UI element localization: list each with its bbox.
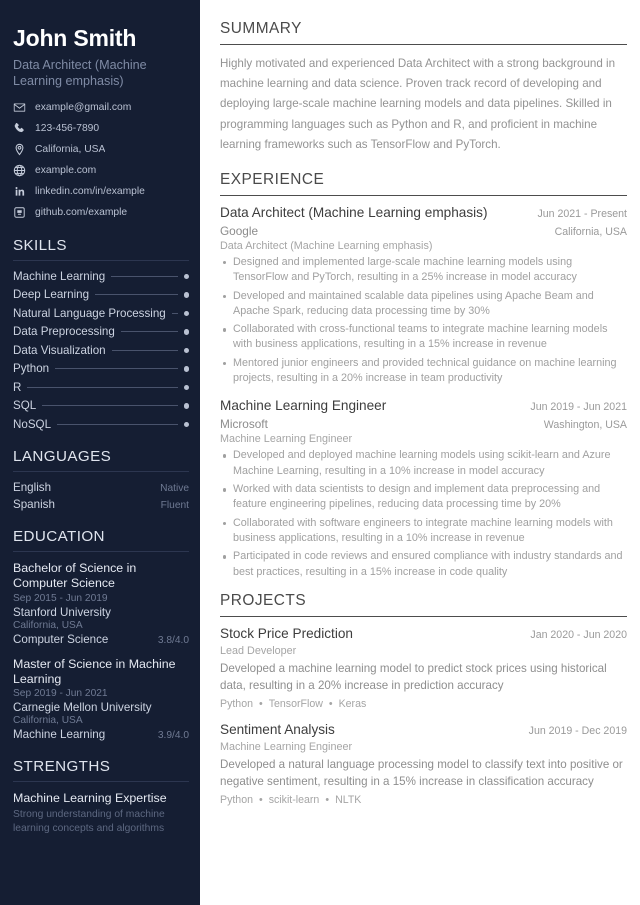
summary-divider: [220, 44, 627, 45]
education-major: Machine Learning: [13, 728, 106, 742]
envelope-icon: [13, 101, 26, 114]
contact-item-phone[interactable]: [13, 122, 189, 136]
languages-divider: [13, 471, 189, 472]
education-school: Stanford University: [13, 605, 111, 619]
sidebar-section-languages: [13, 448, 189, 511]
section-projects: [220, 592, 627, 806]
project-tech-tag: scikit-learn: [268, 793, 320, 806]
experience-title: Machine Learning Engineer: [220, 398, 387, 414]
experience-date: Jun 2021 - Present: [537, 207, 627, 220]
location-pin-icon: [13, 143, 26, 156]
candidate-name: John Smith: [13, 25, 137, 51]
contact-location-text: California, USA: [35, 144, 106, 156]
language-row: [13, 481, 189, 494]
experience-bullet: Collaborated with cross-functional teams to integrate machine learning models with business applications, resulting in a 15% increase in revenue: [220, 322, 627, 353]
sidebar: [0, 0, 200, 905]
experience-bullet-list: [220, 448, 627, 580]
project-description: Developed a machine learning model to predict stock prices using historical data, resulting in a 20% increase in prediction accuracy: [220, 662, 607, 692]
experience-heading: EXPERIENCE: [220, 170, 325, 188]
contact-linkedin-text: linkedin.com/in/example: [35, 186, 145, 198]
experience-bullet: Participated in code reviews and ensured compliance with industry standards and best practices, resulting in a 15% increase in code quality: [220, 549, 627, 580]
project-item: [220, 626, 627, 710]
language-level: Fluent: [160, 499, 189, 511]
tech-separator-dot: •: [325, 793, 330, 806]
tech-separator-dot: •: [258, 697, 263, 710]
experience-date: Jun 2019 - Jun 2021: [530, 401, 627, 414]
skill-label: Deep Learning: [13, 288, 90, 302]
project-title: Sentiment Analysis: [220, 721, 335, 737]
experience-subheader: [220, 224, 627, 238]
project-header: [220, 626, 627, 643]
skill-row: [13, 270, 189, 283]
education-school: Carnegie Mellon University: [13, 701, 152, 715]
skill-level-dot: [184, 329, 190, 335]
strengths-divider: [13, 781, 189, 782]
skill-row: [13, 418, 189, 431]
project-date: Jan 2020 - Jun 2020: [530, 629, 627, 642]
contact-item-website[interactable]: [13, 164, 189, 178]
skill-level-dot: [184, 422, 190, 428]
experience-bullet: Designed and implemented large-scale machine learning models using TensorFlow and PyTorch, resulting in a 25% increase in model accuracy: [220, 255, 627, 286]
education-heading: EDUCATION: [13, 527, 105, 545]
skill-label: R: [13, 380, 22, 394]
skill-row: [13, 288, 189, 301]
skills-divider: [13, 260, 189, 261]
education-location: California, USA: [13, 619, 83, 631]
github-icon: [13, 206, 26, 219]
contact-list: [13, 101, 189, 220]
experience-bullet: Developed and maintained scalable data pipelines using Apache Beam and Apache Spark, reducing data processing time by 30%: [220, 289, 627, 320]
skill-level-dot: [184, 385, 190, 391]
candidate-headline: Data Architect (Machine Learning emphasis): [13, 57, 147, 88]
contact-item-linkedin[interactable]: [13, 185, 189, 199]
skill-row: [13, 344, 189, 357]
experience-bullet: Developed and deployed machine learning models using scikit-learn and Azure Machine Learning, resulting in a 10% increase in model accuracy: [220, 448, 627, 479]
skill-level-dot: [184, 292, 190, 298]
skill-connector-line: [112, 350, 178, 351]
education-date: Sep 2019 - Jun 2021: [13, 688, 108, 700]
project-tech-tag: NLTK: [335, 793, 362, 806]
section-summary: [220, 20, 627, 155]
experience-item: [220, 398, 627, 580]
experience-location: Washington, USA: [543, 419, 627, 432]
skill-row: [13, 399, 189, 412]
phone-icon: [13, 122, 26, 135]
languages-heading: LANGUAGES: [13, 447, 112, 465]
education-gpa: 3.9/4.0: [157, 730, 189, 742]
education-degree: Bachelor of Science in Computer Science: [13, 560, 137, 590]
project-role: Lead Developer: [220, 645, 297, 658]
education-major: Computer Science: [13, 632, 109, 646]
sidebar-section-education: [13, 528, 189, 742]
project-tech-list: [220, 698, 627, 710]
project-title: Stock Price Prediction: [220, 626, 353, 642]
experience-header: [220, 205, 627, 222]
skill-connector-line: [27, 387, 177, 388]
project-header: [220, 722, 627, 739]
contact-phone-text: 123-456-7890: [35, 123, 100, 135]
education-item: [13, 561, 189, 646]
project-tech-tag: Python: [220, 697, 253, 710]
sidebar-section-strengths: [13, 758, 189, 835]
strength-item: [13, 791, 189, 835]
experience-header: [220, 398, 627, 415]
education-major-row: [13, 728, 189, 741]
skill-row: [13, 307, 189, 320]
experience-location: California, USA: [554, 225, 627, 238]
section-experience: [220, 171, 627, 580]
project-item: [220, 722, 627, 806]
skill-row: [13, 362, 189, 375]
strengths-heading: STRENGTHS: [13, 758, 111, 776]
skill-label: Python: [13, 362, 50, 376]
language-name: Spanish: [13, 497, 55, 511]
project-tech-tag: Keras: [338, 697, 367, 710]
skill-row: [13, 325, 189, 338]
tech-separator-dot: •: [328, 697, 333, 710]
strength-description: Strong understanding of machine learning concepts and algorithms: [13, 809, 165, 834]
language-row: [13, 498, 189, 511]
skill-label: Data Visualization: [13, 343, 106, 357]
experience-item: [220, 205, 627, 387]
experience-title: Data Architect (Machine Learning emphasis): [220, 204, 488, 220]
skill-connector-line: [55, 368, 177, 369]
skill-connector-line: [42, 405, 177, 406]
project-tech-tag: Python: [220, 793, 253, 806]
skill-label: Machine Learning: [13, 269, 106, 283]
project-description: Developed a natural language processing model to classify text into positive or negative sentiment, resulting in a 15% increase in classification accuracy: [220, 757, 623, 788]
project-date: Jun 2019 - Dec 2019: [528, 724, 627, 737]
skill-connector-line: [111, 276, 177, 277]
experience-role: Data Architect (Machine Learning emphasis): [220, 239, 433, 252]
experience-bullet: Mentored junior engineers and provided technical guidance on machine learning projects, resulting in a 20% increase in team productivity: [220, 356, 627, 387]
skill-level-dot: [184, 403, 190, 409]
skill-label: Data Preprocessing: [13, 325, 115, 339]
skill-level-dot: [184, 348, 190, 354]
skill-level-dot: [184, 274, 190, 280]
tech-separator-dot: •: [258, 793, 263, 806]
skill-label: NoSQL: [13, 417, 52, 431]
skill-row: [13, 381, 189, 394]
skill-connector-line: [95, 294, 177, 295]
experience-bullet: Worked with data scientists to design and implement data preprocessing and feature engineering pipelines, reducing data processing time by 20%: [220, 482, 627, 513]
project-tech-list: [220, 794, 627, 806]
education-location: California, USA: [13, 715, 83, 727]
contact-email-text: example@gmail.com: [35, 102, 132, 114]
education-degree: Master of Science in Machine Learning: [13, 656, 176, 686]
language-name: English: [13, 480, 52, 494]
skill-level-dot: [184, 366, 190, 372]
skill-connector-line: [172, 313, 178, 314]
skill-label: SQL: [13, 399, 37, 413]
education-divider: [13, 551, 189, 552]
skills-heading: SKILLS: [13, 236, 67, 254]
globe-icon: [13, 164, 26, 177]
project-tech-tag: TensorFlow: [268, 697, 323, 710]
education-gpa: 3.8/4.0: [157, 634, 189, 646]
experience-subheader: [220, 417, 627, 431]
experience-bullet-list: [220, 255, 627, 387]
contact-item-location: [13, 143, 189, 157]
experience-organization: Google: [220, 223, 259, 238]
projects-divider: [220, 616, 627, 617]
skill-connector-line: [121, 331, 178, 332]
projects-heading: PROJECTS: [220, 592, 307, 610]
contact-github-text: github.com/example: [35, 207, 128, 219]
skill-level-dot: [184, 311, 190, 317]
language-level: Native: [160, 482, 189, 494]
education-date: Sep 2015 - Jun 2019: [13, 592, 108, 604]
contact-item-github[interactable]: [13, 206, 189, 220]
experience-organization: Microsoft: [220, 417, 268, 432]
strength-title: Machine Learning Expertise: [13, 791, 167, 806]
education-major-row: [13, 633, 189, 646]
experience-divider: [220, 195, 627, 196]
linkedin-icon: [13, 185, 26, 198]
main-content: [200, 0, 640, 905]
skill-connector-line: [57, 424, 177, 425]
summary-heading: SUMMARY: [220, 20, 302, 37]
contact-item-email[interactable]: [13, 101, 189, 115]
summary-text: Highly motivated and experienced Data Architect with a strong background in machine learning and data science. Proven track record of developing and deploying large-scale machine learning models and data pipelines. Skilled in programming languages such as Python and R, and proficient in machine learning frameworks such as TensorFlow and PyTorch.: [220, 57, 616, 151]
education-item: [13, 657, 189, 742]
contact-website-text: example.com: [35, 165, 97, 177]
experience-bullet: Collaborated with software engineers to integrate machine learning models with business applications, resulting in a 10% increase in revenue: [220, 516, 627, 547]
sidebar-section-skills: [13, 237, 189, 431]
project-role: Machine Learning Engineer: [220, 740, 353, 753]
skill-label: Natural Language Processing: [13, 306, 166, 320]
experience-role: Machine Learning Engineer: [220, 433, 353, 446]
